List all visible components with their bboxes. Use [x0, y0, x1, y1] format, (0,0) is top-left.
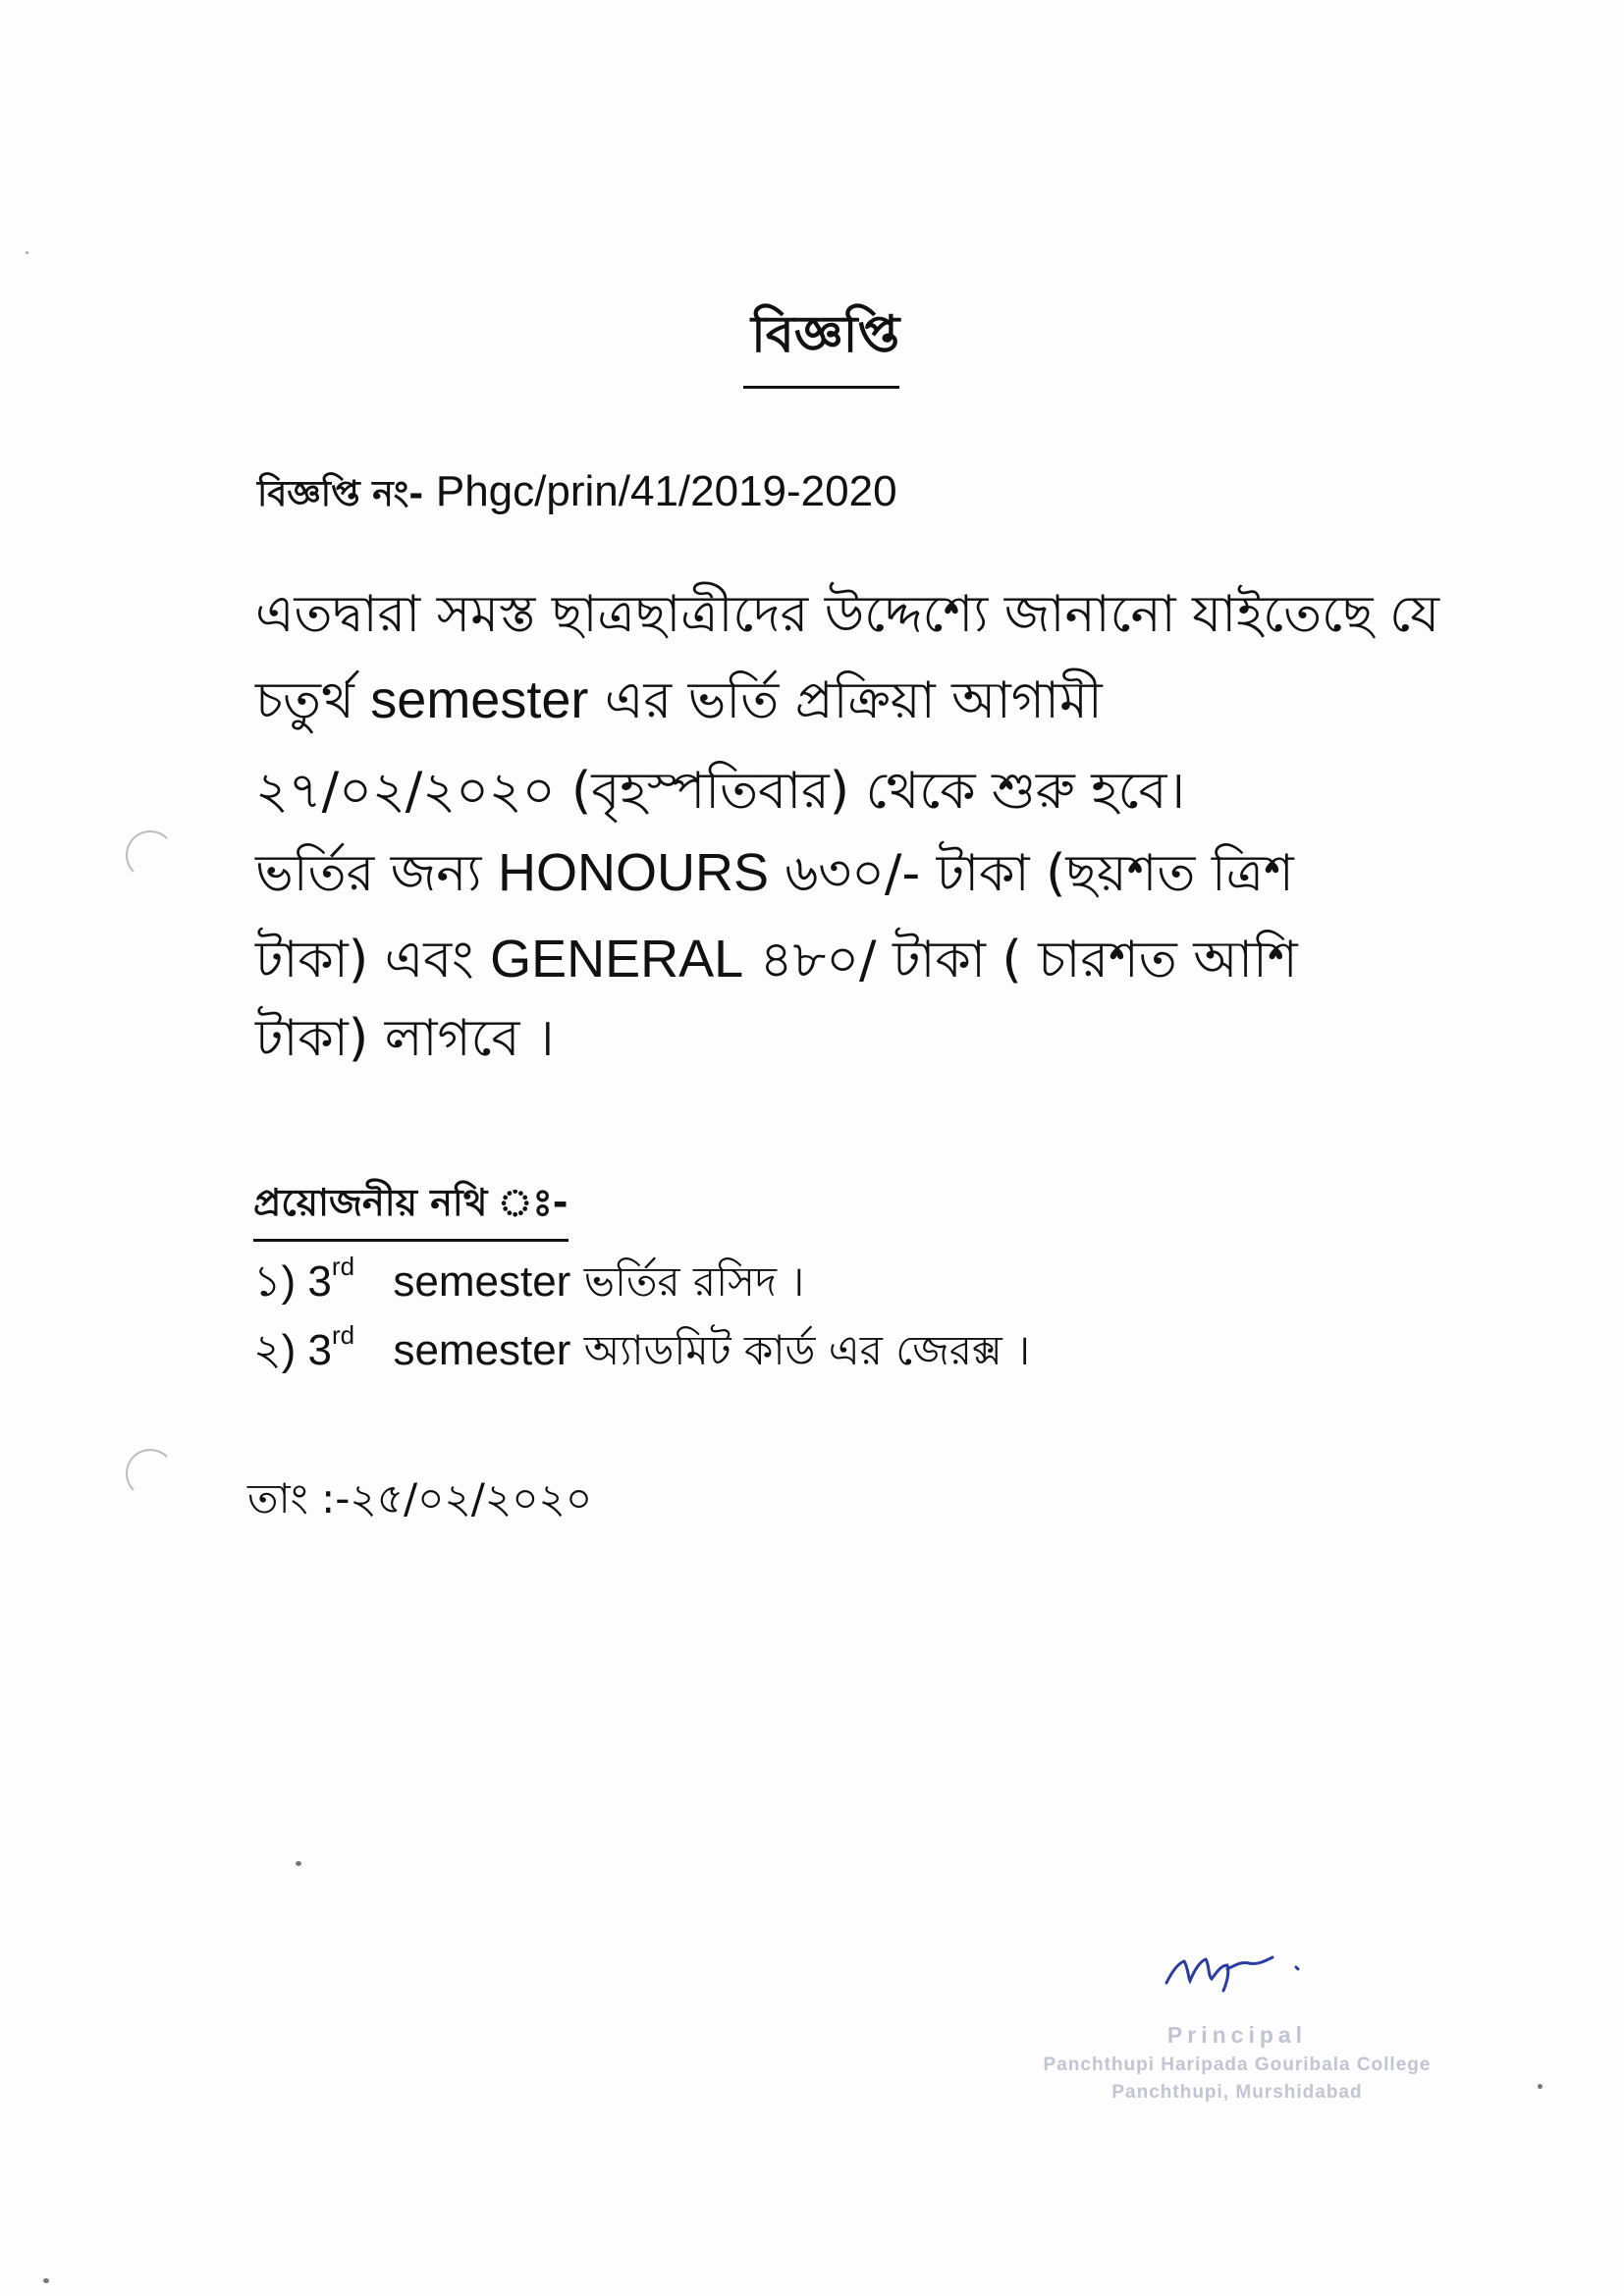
notice-title: বিজ্ঞপ্তি	[743, 294, 899, 389]
seal-location: Panchthupi, Murshidabad	[1111, 2082, 1363, 2103]
general-fee: ৪৮০/ টাকা ( চারশত আশি	[759, 931, 1298, 989]
body-line-6: টাকা) লাগবে ।	[255, 1009, 555, 1068]
document-number: ১) 3	[253, 1257, 332, 1306]
paper-speck	[26, 251, 28, 254]
body-line-5-part-a: টাকা) এবং	[255, 931, 474, 989]
reference-number: Phgc/prin/41/2019-2020	[435, 467, 897, 515]
document-semester: semester	[393, 1257, 571, 1306]
body-line-2-part-a: চতুর্থ	[255, 671, 354, 730]
document-semester: semester	[393, 1326, 571, 1374]
document-text: অ্যাডমিট কার্ড এর জেরক্স ।	[583, 1326, 1031, 1374]
ordinal-suffix: rd	[331, 1252, 355, 1281]
body-line-5	[255, 930, 1298, 989]
honours-fee: ৬৩০/- টাকা (ছয়শত ত্রিশ	[785, 844, 1294, 903]
college-seal	[1021, 2022, 1453, 2104]
ordinal-suffix: rd	[331, 1320, 355, 1350]
general-label: GENERAL	[490, 930, 744, 988]
punch-hole-mark	[126, 1449, 175, 1498]
body-line-1: এতদ্বারা সমস্ত ছাত্রছাত্রীদের উদ্দেশ্যে জানানো যাইতেছে যে	[255, 585, 1440, 644]
seal-college-name: Panchthupi Haripada Gouribala College	[1043, 2055, 1432, 2075]
honours-label: HONOURS	[497, 843, 769, 902]
document-text: ভর্তির রসিদ ।	[583, 1257, 805, 1306]
body-line-3: ২৭/০২/২০২০ (বৃহস্পতিবার) থেকে শুরু হবে।	[255, 762, 1186, 821]
body-line-4-part-a: ভর্তির জন্য	[255, 844, 482, 903]
notice-date: তাং :-২৫/০২/২০২০	[247, 1474, 593, 1522]
body-line-2-semester: semester	[370, 670, 589, 729]
paper-speck	[296, 1861, 301, 1866]
body-line-2	[255, 670, 1103, 730]
reference-line	[257, 467, 897, 526]
punch-hole-mark	[126, 830, 175, 880]
paper-speck	[1538, 2084, 1543, 2089]
document-item	[253, 1249, 804, 1320]
reference-label: বিজ্ঞপ্তি নং-	[257, 474, 424, 514]
document-item	[253, 1317, 1030, 1389]
seal-title: Principal	[1166, 2022, 1308, 2048]
paper-speck	[43, 2278, 49, 2283]
document-number: ২) 3	[253, 1326, 332, 1374]
required-documents-heading: প্রয়োজনীয় নথি ঃ-	[253, 1174, 568, 1242]
principal-signature	[1159, 1932, 1345, 2001]
body-line-2-part-c: এর ভর্তি প্রক্রিয়া আগামী	[604, 671, 1103, 730]
body-line-4	[255, 843, 1294, 903]
